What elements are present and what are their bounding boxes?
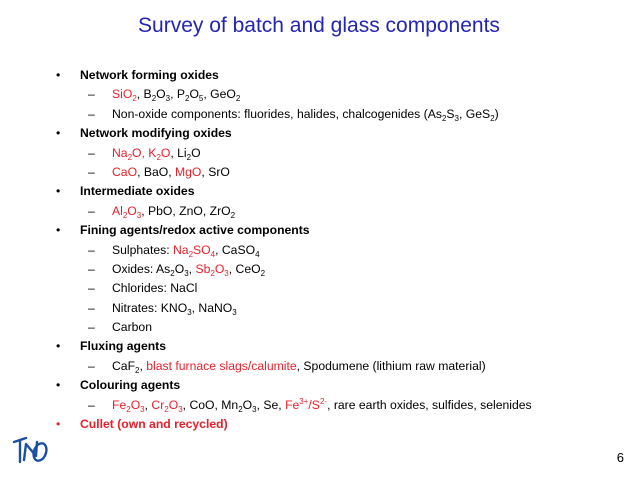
bullet-dot: • [56, 339, 61, 354]
text-segment: Cullet (own and recycled) [80, 417, 228, 432]
text-segment: 3 [140, 404, 145, 414]
text-segment: 2 [170, 268, 175, 278]
text-segment: , Spodumene (lithium raw material) [296, 358, 486, 373]
text-segment: Network forming oxides [80, 68, 219, 82]
bullet-dash: – [88, 300, 95, 315]
bullet-dash: – [88, 397, 95, 412]
text-segment: CaO [112, 164, 138, 179]
bullet-list [56, 66, 616, 434]
text-segment: , NaNO [191, 300, 233, 315]
bullet-dash: – [88, 106, 95, 121]
text-segment: 2 [441, 113, 447, 123]
text-segment: , BaO, [137, 164, 175, 179]
text-segment: 2 [127, 152, 133, 162]
text-segment: S [446, 106, 455, 121]
text-segment: Sulphates: [112, 242, 173, 257]
text-segment: , Li [170, 145, 187, 160]
text-segment: 3 [136, 210, 142, 220]
bullet-subitem [56, 144, 616, 163]
text-segment: O [160, 145, 171, 160]
page-number: 6 [616, 450, 624, 465]
text-segment: , PbO, ZnO, ZrO [141, 203, 231, 218]
text-segment: 2 [188, 249, 194, 259]
text-segment: 2 [490, 113, 495, 123]
text-segment: /S [308, 397, 320, 412]
text-segment: Na [112, 145, 128, 160]
bullet-heading [56, 415, 616, 434]
bullet-subitem [56, 279, 616, 298]
text-segment: 4 [255, 249, 260, 259]
text-segment: blast furnace slags/calumite [146, 358, 297, 373]
text-segment: SO [193, 242, 211, 257]
bullet-subitem [56, 163, 616, 182]
text-segment: Fining agents/redox active components [80, 223, 310, 238]
text-segment: , [188, 261, 196, 276]
bullet-dash: – [88, 320, 95, 335]
bullet-dot: • [56, 184, 61, 199]
bullet-heading [56, 124, 616, 143]
bullet-dash: – [88, 281, 95, 296]
text-segment: O [174, 261, 185, 276]
bullet-heading [56, 182, 616, 201]
bullet-dot: • [56, 68, 61, 82]
bullet-subitem [56, 396, 616, 415]
text-segment: Fe [112, 397, 127, 412]
bullet-subitem [56, 318, 616, 337]
text-segment: Sb [195, 261, 211, 276]
text-segment: Fe [285, 397, 300, 412]
text-segment: 2 [260, 268, 266, 278]
text-segment: , rare earth oxides, sulfides, selenides [327, 397, 532, 412]
text-segment: 3 [252, 404, 257, 414]
text-segment: O [130, 397, 141, 412]
bullet-dash: – [88, 203, 95, 218]
text-segment: Nitrates: KNO [112, 300, 188, 315]
text-segment: 3 [224, 268, 229, 278]
bullet-dash: – [88, 358, 95, 373]
bullet-dot: • [56, 223, 61, 238]
text-segment: 3+ [299, 396, 309, 406]
text-segment: 2 [156, 152, 161, 162]
bullet-dash: – [88, 145, 95, 160]
text-segment: , CoO, Mn [182, 397, 239, 412]
text-segment: , SrO [201, 164, 230, 179]
text-segment: 2 [186, 152, 192, 162]
text-segment: 3 [178, 404, 183, 414]
text-segment: 3 [187, 307, 192, 317]
text-segment: , B [136, 87, 152, 102]
text-segment: 3 [454, 113, 459, 123]
text-segment: O [168, 397, 179, 412]
bullet-subitem [56, 299, 616, 318]
text-segment: 2 [235, 94, 241, 104]
text-segment: , [144, 397, 152, 412]
bullet-dash: – [88, 261, 95, 276]
text-segment: O [156, 87, 166, 102]
text-segment: Oxides: As [112, 261, 171, 276]
text-segment: , GeO [203, 87, 236, 102]
text-segment: 5 [198, 94, 204, 104]
bullet-subitem [56, 260, 616, 279]
bullet-heading [56, 376, 616, 395]
bullet-subitem [56, 85, 616, 104]
text-segment: , Se, [256, 397, 286, 412]
bullet-heading [56, 337, 616, 356]
text-segment: 2 [126, 404, 131, 414]
text-segment: Intermediate oxides [80, 184, 195, 199]
text-segment: O, K [132, 145, 157, 160]
text-segment: O [189, 87, 199, 102]
bullet-dash: – [88, 242, 95, 257]
text-segment: Al [112, 203, 123, 218]
text-segment: 4 [210, 249, 216, 259]
text-segment: MgO [175, 164, 202, 179]
bullet-dot: • [56, 417, 61, 432]
text-segment: 2 [238, 404, 243, 414]
text-segment: Na [172, 242, 189, 257]
text-segment: 2 [135, 365, 140, 375]
text-segment: 2- [319, 396, 328, 406]
bullet-dot: • [56, 126, 61, 141]
text-segment: , [139, 358, 147, 373]
text-segment: Network modifying oxides [80, 126, 232, 141]
text-segment: O [214, 261, 225, 276]
text-segment: Non-oxide components: fluorides, halides, chalcogenides (As [112, 106, 442, 121]
text-segment: Colouring agents [80, 378, 181, 393]
text-segment: Fluxing agents [80, 339, 166, 354]
text-segment: Cr [151, 397, 165, 412]
tno-logo [10, 430, 50, 470]
slide-title: Survey of batch and glass components [138, 14, 500, 37]
bullet-heading [56, 66, 616, 85]
bullet-subitem [56, 105, 616, 124]
text-segment: SiO [112, 87, 133, 102]
text-segment: CaF [112, 358, 136, 373]
text-segment: 2 [164, 404, 169, 414]
text-segment: 2 [122, 210, 128, 220]
bullet-dash: – [88, 164, 95, 179]
text-segment: 2 [132, 94, 137, 104]
text-segment: ) [494, 106, 499, 121]
text-segment: 2 [230, 210, 236, 220]
text-segment: Chlorides: NaCl [112, 281, 198, 296]
text-segment: 3 [232, 307, 237, 317]
bullet-subitem [56, 357, 616, 376]
text-segment: 3 [184, 268, 189, 278]
bullet-dash: – [88, 87, 95, 102]
text-segment: O [127, 203, 137, 218]
bullet-dot: • [56, 378, 61, 393]
text-segment: O [191, 145, 201, 160]
text-segment: , GeS [458, 106, 491, 121]
bullet-subitem [56, 241, 616, 260]
text-segment: 3 [165, 94, 171, 104]
text-segment: 2 [184, 94, 190, 104]
text-segment: 2 [210, 268, 215, 278]
text-segment: Carbon [112, 320, 152, 335]
text-segment: , P [170, 87, 185, 102]
text-segment: , CeO [228, 261, 261, 276]
text-segment: O [242, 397, 253, 412]
text-segment: 2 [151, 94, 157, 104]
bullet-heading [56, 221, 616, 240]
bullet-subitem [56, 202, 616, 221]
text-segment: , CaSO [215, 242, 256, 257]
